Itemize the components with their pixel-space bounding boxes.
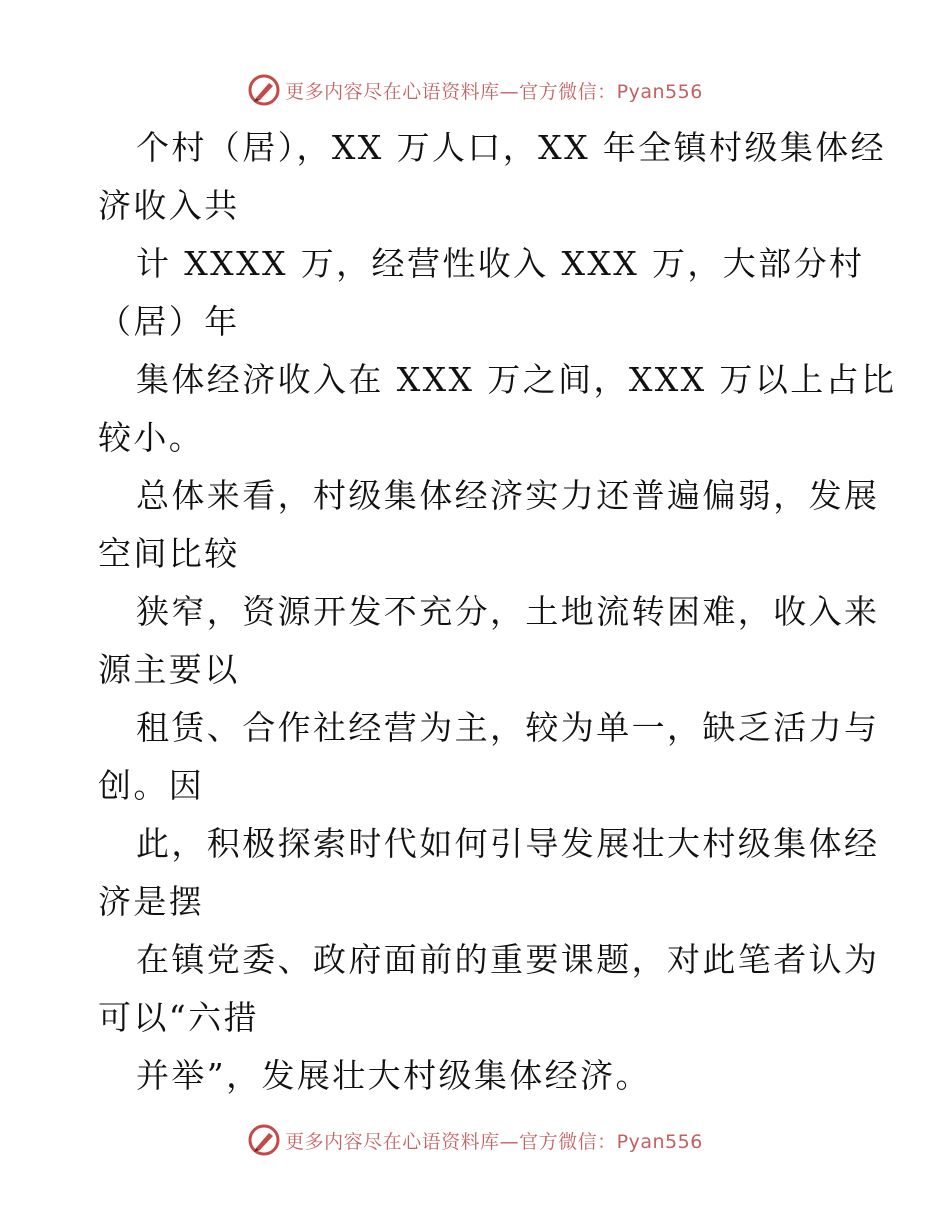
pen-logo-icon <box>247 1123 281 1157</box>
text-line: 计 XXXX 万，经营性收入 XXX 万，大部分村 <box>136 244 865 283</box>
text-line: 空间比较 <box>98 534 240 573</box>
header-banner <box>0 70 950 110</box>
text-line: 总体来看，村级集体经济实力还普遍偏弱，发展 <box>136 476 880 515</box>
pen-logo-icon <box>247 73 281 107</box>
text-line: 狭窄，资源开发不充分，土地流转困难，收入来 <box>136 592 880 631</box>
footer-banner <box>0 1120 950 1160</box>
banner-text: 更多内容尽在心语资料库—官方微信：Pyan556 <box>285 1130 703 1153</box>
banner-text: 更多内容尽在心语资料库—官方微信：Pyan556 <box>285 80 703 103</box>
text-line: 较小。 <box>98 418 205 457</box>
text-line: 集体经济收入在 XXX 万之间，XXX 万以上占比 <box>136 360 897 399</box>
text-line: 个村（居），XX 万人口，XX 年全镇村级集体经 <box>136 128 887 167</box>
text-line: 可以“六措 <box>98 998 259 1037</box>
text-line: 此，积极探索时代如何引导发展壮大村级集体经 <box>136 824 880 863</box>
text-line: 济收入共 <box>98 186 240 225</box>
text-line: 并举”，发展壮大村级集体经济。 <box>136 1056 651 1095</box>
text-line: 济是摆 <box>98 882 205 921</box>
text-line: 源主要以 <box>98 650 240 689</box>
text-line: 创。因 <box>98 766 205 805</box>
text-line: （居）年 <box>98 302 240 341</box>
text-line: 在镇党委、政府面前的重要课题，对此笔者认为 <box>136 940 880 979</box>
text-line: 租赁、合作社经营为主，较为单一，缺乏活力与 <box>136 708 880 747</box>
